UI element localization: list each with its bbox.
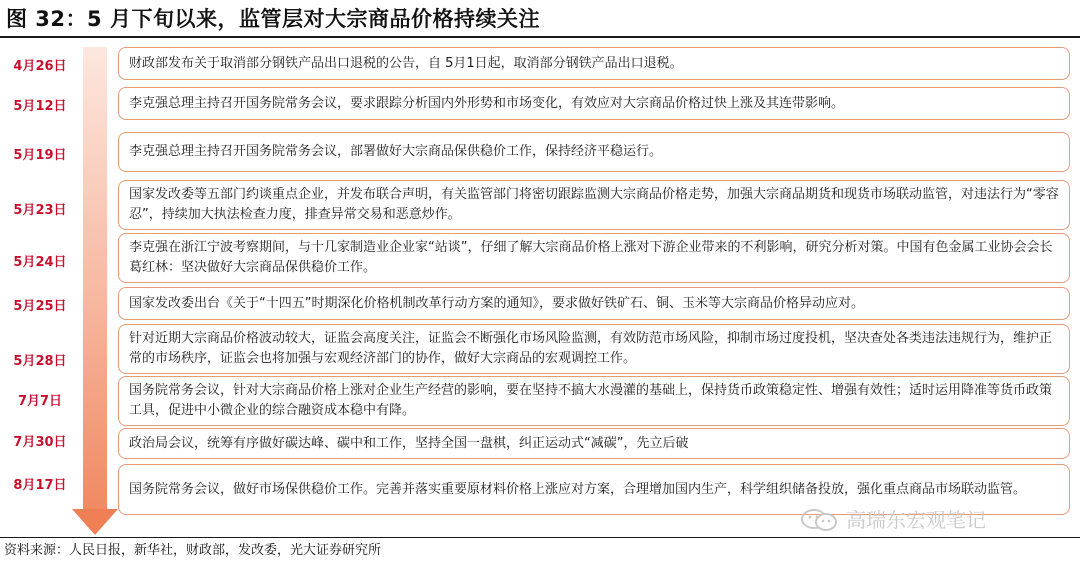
event-date: 5月12日 [13,99,67,114]
event-date: 5月23日 [13,203,67,218]
event-box: 国家发改委出台《关于“十四五”时期深化价格机制改革行动方案的通知》，要求做好铁矿石、铜、玉米等大宗商品价格异动应对。 [118,287,1070,320]
wechat-icon [800,508,840,532]
timeline-arrow-head [72,509,118,535]
event-date: 5月28日 [13,354,67,369]
event-date: 4月26日 [13,59,67,74]
event-date: 8月17日 [13,478,67,493]
figure-title: 图 32：5 月下旬以来，监管层对大宗商品价格持续关注 [6,7,540,31]
source-note: 资料来源：人民日报，新华社，财政部，发改委，光大证券研究所 [4,543,382,558]
event-date: 7月30日 [13,435,67,450]
event-box: 李克强总理主持召开国务院常务会议，要求跟踪分析国内外形势和市场变化，有效应对大宗商品价格过快上涨及其连带影响。 [118,87,1070,120]
event-date: 5月25日 [13,299,67,314]
event-box: 李克强在浙江宁波考察期间，与十几家制造业企业家“站谈”，仔细了解大宗商品价格上涨对下游企业带来的不利影响，研究分析对策。中国有色金属工业协会会长葛红林：坚决做好大宗商品保供稳价工作。 [118,233,1070,283]
event-box: 国务院常务会议，做好市场保供稳价工作。完善并落实重要原材料价格上涨应对方案，合理增加国内生产，科学组织储备投放，强化重点商品市场联动监管。 [118,464,1070,515]
bottom-rule [0,537,1080,538]
event-box: 政治局会议，统筹有序做好碳达峰、碳中和工作，坚持全国一盘棋，纠正运动式“减碳”，先立后破 [118,428,1070,459]
watermark-text: 高瑞东宏观笔记 [846,508,986,532]
event-box: 国家发改委等五部门约谈重点企业，并发布联合声明，有关监管部门将密切跟踪监测大宗商品价格走势，加强大宗商品期货和现货市场联动监管，对违法行为“零容忍”，持续加大执法检查力度，排查异常交易和恶意炒作。 [118,180,1070,230]
event-box: 国务院常务会议，针对大宗商品价格上涨对企业生产经营的影响，要在坚持不搞大水漫灌的基础上，保持货币政策稳定性、增强有效性；适时运用降准等货币政策工具，促进中小微企业的综合融资成本稳中有降。 [118,376,1070,426]
event-box: 针对近期大宗商品价格波动较大，证监会高度关注，证监会不断强化市场风险监测，有效防范市场风险，抑制市场过度投机，坚决查处各类违法违规行为，维护正常的市场秩序，证监会也将加强与宏观经济部门的协作，做好大宗商品的宏观调控工作。 [118,324,1070,374]
timeline-arrow-shaft [83,47,107,510]
watermark [800,507,986,533]
event-box: 财政部发布关于取消部分钢铁产品出口退税的公告，自 5月1日起，取消部分钢铁产品出口退税。 [118,47,1070,80]
event-date: 5月19日 [13,148,67,163]
event-box: 李克强总理主持召开国务院常务会议，部署做好大宗商品保供稳价工作，保持经济平稳运行。 [118,132,1070,172]
event-date: 5月24日 [13,255,67,270]
event-date: 7月7日 [17,394,63,409]
top-rule [0,36,1080,38]
